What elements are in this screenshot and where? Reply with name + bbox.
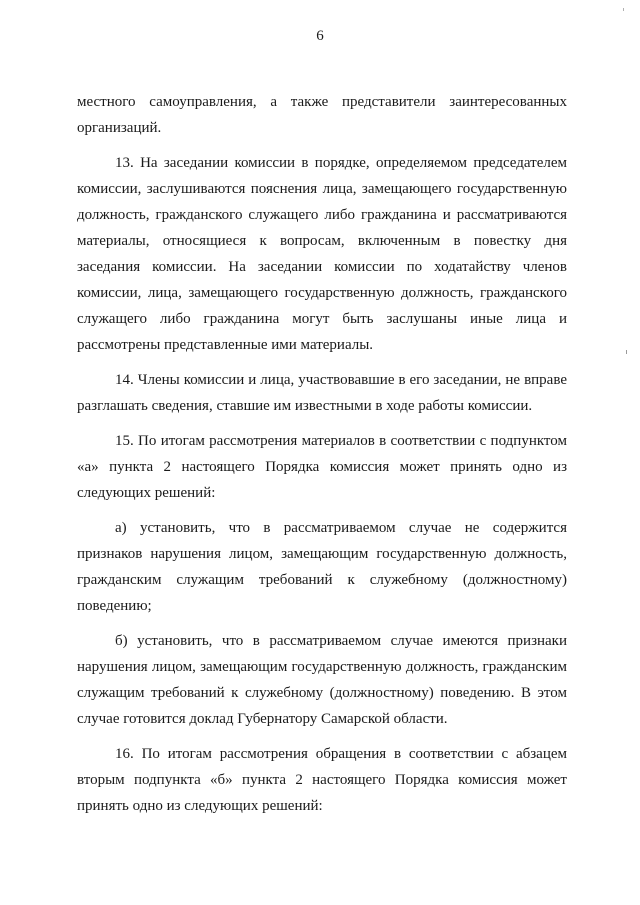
scan-artifact [623, 8, 624, 11]
page-number: 6 [316, 28, 324, 44]
paragraph-15-a: а) установить, что в рассматриваемом случае не содержится признаков нарушения лицом, замещающим государственную должность, гражданским служащим требований к служебному (должностному) поведению; [77, 520, 567, 614]
paragraph-13: 13. На заседании комиссии в порядке, определяемом председателем комиссии, заслушиваются пояснения лица, замещающего государственную должность, гражданского служащего либо гражданина и рассматриваются материалы, относящиеся к вопросам, включенным в повестку дня заседания комиссии. На заседании комиссии по ходатайству членов комиссии, лица, замещающего государственную должность, гражданского служащего либо гражданина могут быть заслушаны иные лица и рассмотрены представленные ими материалы. [77, 155, 567, 353]
paragraph-14: 14. Члены комиссии и лица, участвовавшие в его заседании, не вправе разглашать сведения, ставшие им известными в ходе работы комиссии. [77, 372, 567, 414]
document-body [77, 89, 567, 828]
paragraph-15-b: б) установить, что в рассматриваемом случае имеются признаки нарушения лицом, замещающим государственную должность, гражданским служащим требований к служебному (должностному) поведению. В этом случае готовится доклад Губернатору Самарской области. [77, 633, 567, 727]
paragraph-15: 15. По итогам рассмотрения материалов в соответствии с подпунктом «а» пункта 2 настоящего Порядка комиссия может принять одно из следующих решений: [77, 433, 567, 501]
paragraph-16: 16. По итогам рассмотрения обращения в соответствии с абзацем вторым подпункта «б» пункта 2 настоящего Порядка комиссия может принять одно из следующих решений: [77, 746, 567, 814]
paragraph-continuation: местного самоуправления, а также представители заинтересованных организаций. [77, 94, 567, 136]
scan-artifact [626, 350, 627, 354]
